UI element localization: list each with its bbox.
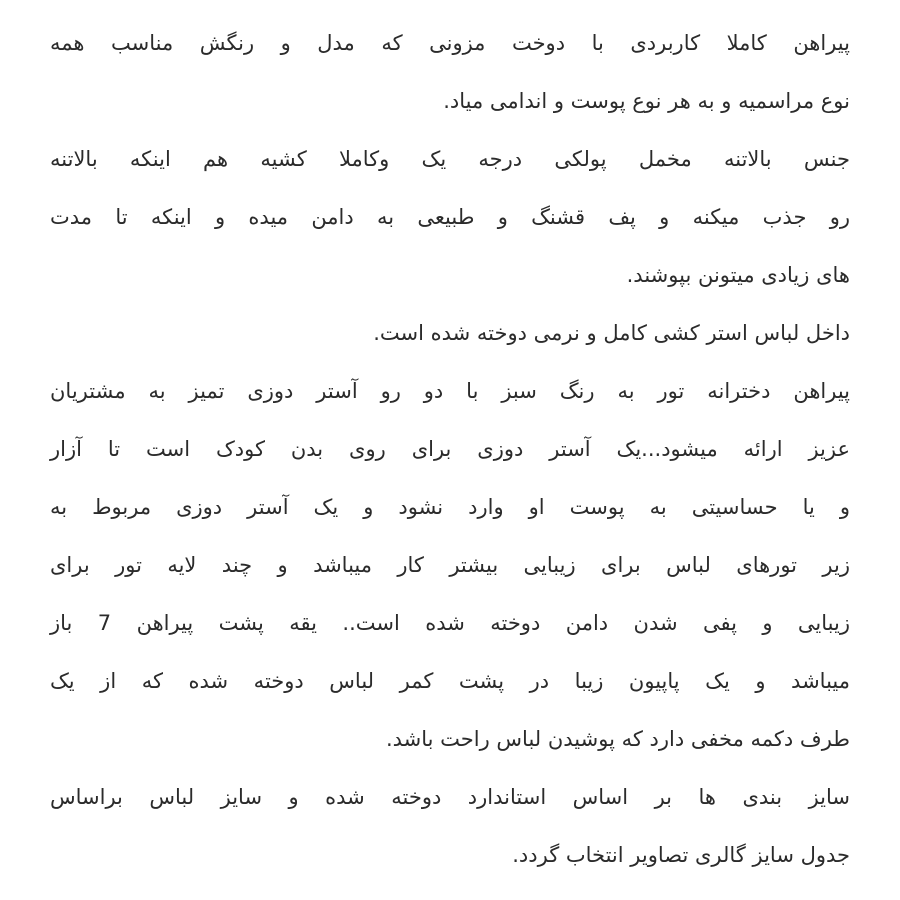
text-line: زیبایی و پفی شدن دامن دوخته شده است.. یقه پشت پیراهن 7 باز	[50, 611, 850, 635]
text-line: میباشد و یک پاپیون زیبا در پشت کمر لباس دوخته شده که از یک	[50, 669, 850, 693]
text-line: جدول سایز گالری تصاویر انتخاب گردد.	[512, 843, 850, 867]
paragraph-intro	[50, 14, 850, 130]
text-line: پیراهن دخترانه تور به رنگ سبز با دو رو آستر دوزی تمیز به مشتریان	[50, 379, 850, 403]
paragraph-material	[50, 130, 850, 304]
paragraph-details	[50, 362, 850, 768]
text-line: پیراهن کاملا کاربردی با دوخت مزونی که مدل و رنگش مناسب همه	[50, 31, 850, 55]
text-line: طرف دکمه مخفی دارد که پوشیدن لباس راحت باشد.	[385, 727, 850, 751]
paragraph-sizing	[50, 768, 850, 884]
text-line: داخل لباس استر کشی کامل و نرمی دوخته شده است.	[373, 321, 850, 345]
text-line: های زیادی میتونن بپوشند.	[626, 263, 850, 287]
paragraph-lining	[50, 304, 850, 362]
text-line: عزیز ارائه میشود...یک آستر دوزی برای روی بدن کودک است تا آزار	[50, 437, 850, 461]
text-line: زیر تورهای لباس برای زیبایی بیشتر کار میباشد و چند لایه تور برای	[50, 553, 850, 577]
text-line: نوع مراسمیه و به هر نوع پوست و اندامی میاد.	[443, 89, 850, 113]
text-line: و یا حساسیتی به پوست او وارد نشود و یک آستر دوزی مربوط به	[50, 495, 850, 519]
text-line: رو جذب میکنه و پف قشنگ و طبیعی به دامن میده و اینکه تا مدت	[50, 205, 850, 229]
text-line: جنس بالاتنه مخمل پولکی درجه یک وکاملا کشیه هم اینکه بالاتنه	[50, 147, 850, 171]
text-line: سایز بندی ها بر اساس استاندارد دوخته شده و سایز لباس براساس	[50, 785, 850, 809]
